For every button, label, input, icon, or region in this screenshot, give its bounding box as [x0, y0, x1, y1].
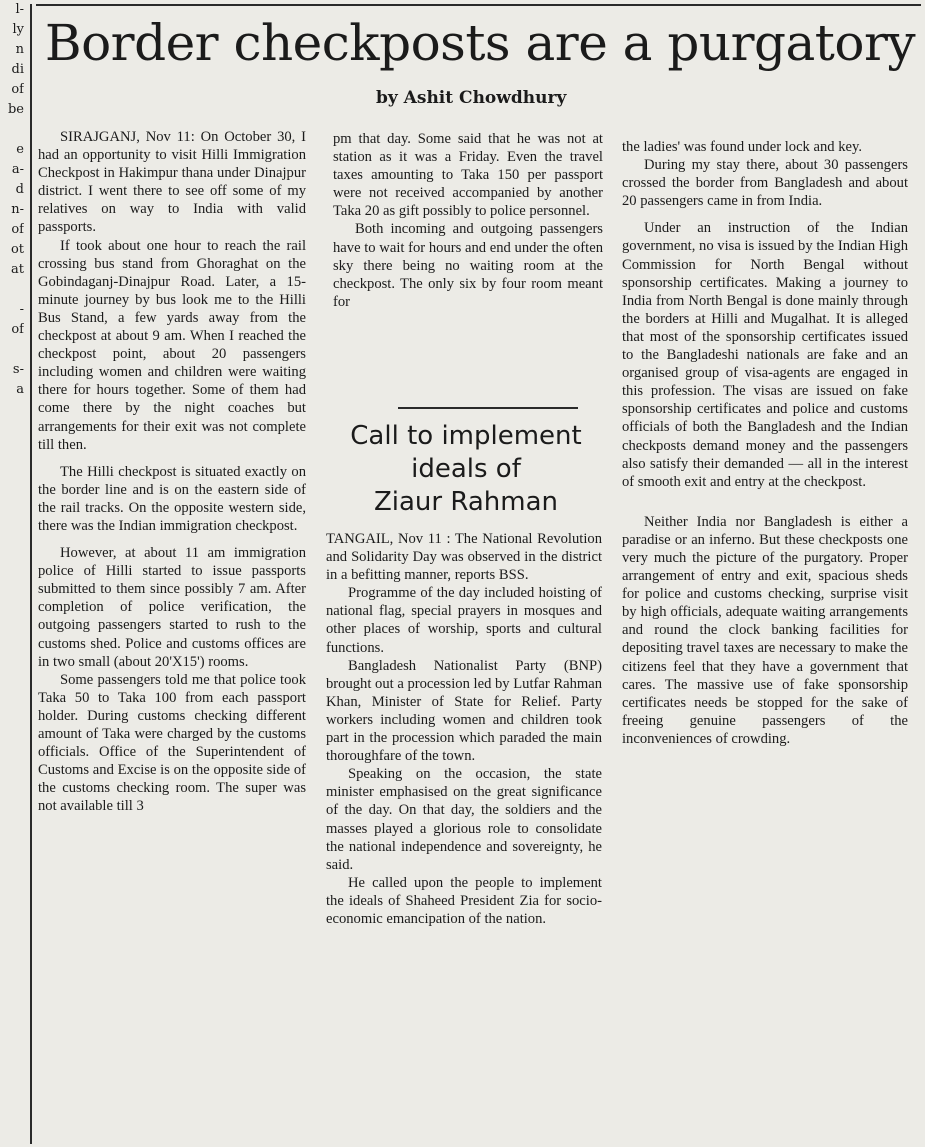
secondary-headline	[330, 420, 602, 519]
article-byline: by Ashit Chowdhury	[376, 88, 567, 108]
fragment-line: s-	[12, 362, 24, 377]
paragraph: Both incoming and outgoing passengers have to wait for hours and end under the often sky there being no waiting room at the checkpost. The only six by four room meant for	[333, 221, 603, 310]
paragraph: However, at about 11 am immigration police of Hilli started to issue passports submitted to them since possibly 7 am. After completion of police verification, the outgoing passengers started to rush to the customs shed. Police and customs offices are in two small (about 20'X15') rooms.	[38, 545, 306, 670]
fragment-line: -	[19, 302, 24, 317]
article-headline: Border checkposts are a purgatory	[44, 14, 916, 72]
previous-article-fragment	[0, 0, 24, 440]
fragment-line: a	[16, 382, 24, 397]
paragraph: During my stay there, about 30 passengers crossed the border from Bangladesh and about 20 passengers came in from India.	[622, 157, 908, 210]
paragraph: TANGAIL, Nov 11 : The National Revolution and Solidarity Day was observed in the district in a befitting manner, reports BSS.	[326, 531, 602, 584]
fragment-line	[0, 120, 24, 140]
fragment-line: ot	[10, 242, 24, 257]
column-divider	[30, 4, 32, 1144]
paragraph: the ladies' was found under lock and key.	[622, 139, 862, 155]
paragraph: If took about one hour to reach the rail crossing bus stand from Ghoraghat on the Gobindaganj-Dinajpur Road. Later, a 15-minute journey by bus look me to the Hilli Bus Stand, a few yards away from the checkpost at about 9 am. When I reached the checkpost point, about 20 passengers including women and children were waiting there for hours together. Some of them had come there by the night coaches but arrangements for their exit was not complete till then.	[38, 237, 306, 453]
fragment-line: l-	[15, 2, 24, 17]
fragment-line	[0, 340, 24, 360]
top-rule	[36, 4, 921, 6]
article-column-1	[38, 128, 306, 1144]
fragment-line	[0, 280, 24, 300]
paragraph: Speaking on the occasion, the state minister emphasised on the great significance of the day. On that day, the soldiers and the masses played a glorious role to consolidate the national independence and sovereignty, he said.	[326, 766, 602, 873]
fragment-line: of	[11, 322, 24, 337]
article-column-3	[622, 138, 908, 1142]
headline-line: ideals of	[411, 454, 521, 484]
paragraph: Some passengers told me that police took Taka 50 to Taka 100 from each passport holder. During customs checking different amount of Taka were charged by the customs officials. Office of the Superintendent of Customs and Excise is on the opposite side of the customs checking room. The super was not available till 3	[38, 671, 306, 815]
fragment-line: at	[11, 262, 24, 277]
paragraph: Bangladesh Nationalist Party (BNP) brought out a procession led by Lutfar Rahman Khan, Minister of State for Relief. Party workers including women and children took part in the procession which paraded the main thoroughfare of the town.	[326, 657, 602, 765]
headline-line: Ziaur Rahman	[373, 487, 559, 517]
section-divider	[398, 407, 578, 409]
fragment-line: n	[15, 42, 24, 57]
fragment-line: n-	[11, 202, 24, 217]
paragraph: Neither India nor Bangladesh is either a paradise or an inferno. But these checkposts one very much the picture of the purgatory. Proper arrangement of entry and exit, spacious sheds for police and customs checking, surprise visit by high officials, adequate waiting arrangements and round the clock banking facilities for depositing travel taxes are necessary to make the citizens feel that they have a government that cares. The massive use of fake sponsorship certificates needs be stopped for the sake of freeing genuine passengers of the inconveniences of crowding.	[622, 513, 908, 747]
secondary-article-body	[326, 530, 602, 1134]
fragment-line: ly	[12, 22, 24, 37]
headline-line: Call to implement	[350, 421, 582, 451]
paragraph: The Hilli checkpost is situated exactly on the border line and is on the eastern side of the rail tracks. On the opposite western side, there was the Indian immigration checkpost.	[38, 463, 306, 534]
paragraph: Under an instruction of the Indian government, no visa is issued by the Indian High Commission for North Bengal without sponsorship certificates. Making a journey to India from North Bengal is done mainly through the borders at Hilli and Mugalhat. It is alleged that most of the sponsorship certificates issued to the Bangladeshi nationals are fake and an organised group of visa-agents are engaged in this profession. The visas are issued on fake sponsorship certificates and police and customs officials of both the Bangladesh and the Indian checkposts demand money and the passengers also satisfy their demanded — all in the interest of smooth exit and entry at the checkpost.	[622, 220, 908, 490]
fragment-line: of	[11, 82, 24, 97]
paragraph: Programme of the day included hoisting of national flag, special prayers in mosques and other places of worship, sports and cultural functions.	[326, 585, 602, 656]
fragment-line: of	[11, 222, 24, 237]
fragment-line: d	[15, 182, 24, 197]
fragment-line: a-	[11, 162, 24, 177]
fragment-line: be	[7, 102, 24, 117]
fragment-line: e	[16, 142, 24, 157]
paragraph: SIRAJGANJ, Nov 11: On October 30, I had an opportunity to visit Hilli Immigration Checkpost in Hakimpur thana under Dinajpur district. I went there to see off some of my relatives on way to India with valid passports.	[38, 129, 306, 236]
paragraph: He called upon the people to implement the ideals of Shaheed President Zia for socio-economic emancipation of the nation.	[326, 874, 602, 927]
paragraph: pm that day. Some said that he was not at station as it was a Friday. Even the travel taxes amounting to Taka 150 per passport were not received accompanied by another Taka 20 as gift possibly to police personnel.	[333, 131, 603, 220]
fragment-line: di	[11, 62, 24, 77]
article-column-2	[333, 130, 603, 402]
